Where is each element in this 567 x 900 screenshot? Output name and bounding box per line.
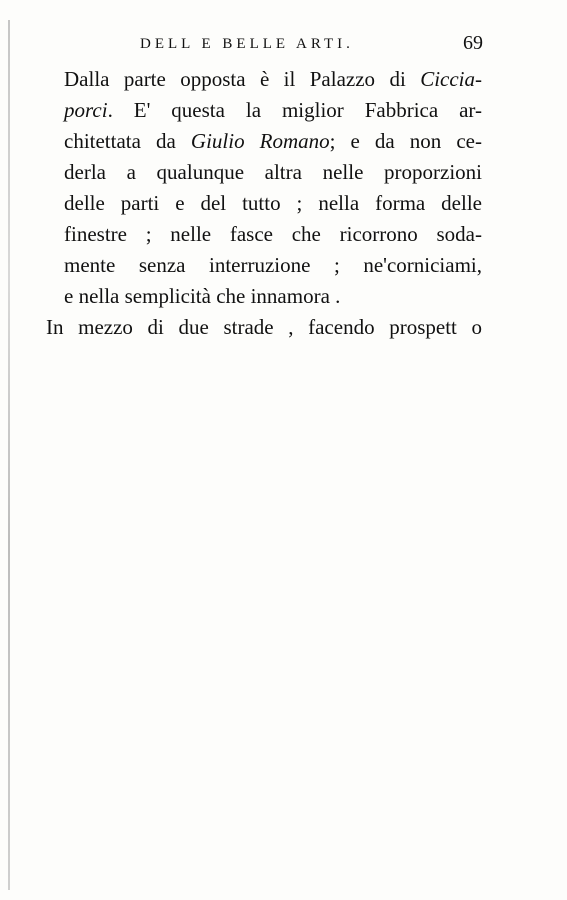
text-line: mente senza interruzione ; ne'corniciami, — [64, 253, 482, 277]
text-line: delle parti e del tutto ; nella forma delle — [64, 191, 482, 215]
binding-gutter — [8, 20, 10, 890]
running-head: DELL E BELLE ARTI. — [140, 36, 354, 52]
text-line: chitettata da Giulio Romano; e da non ce- — [64, 129, 482, 153]
text-line: In mezzo di due strade , facendo prospett o — [46, 315, 482, 339]
text-line: Dalla parte opposta è il Palazzo di Ciccia- — [64, 67, 482, 91]
text-line: finestre ; nelle fasce che ricorrono soda- — [64, 222, 482, 246]
text-line: derla a qualunque altra nelle proporzioni — [64, 160, 482, 184]
page-number: 69 — [463, 32, 483, 54]
text-line: e nella semplicità che innamora . — [64, 284, 341, 308]
text-line: porci. E' questa la miglior Fabbrica ar- — [64, 98, 482, 122]
